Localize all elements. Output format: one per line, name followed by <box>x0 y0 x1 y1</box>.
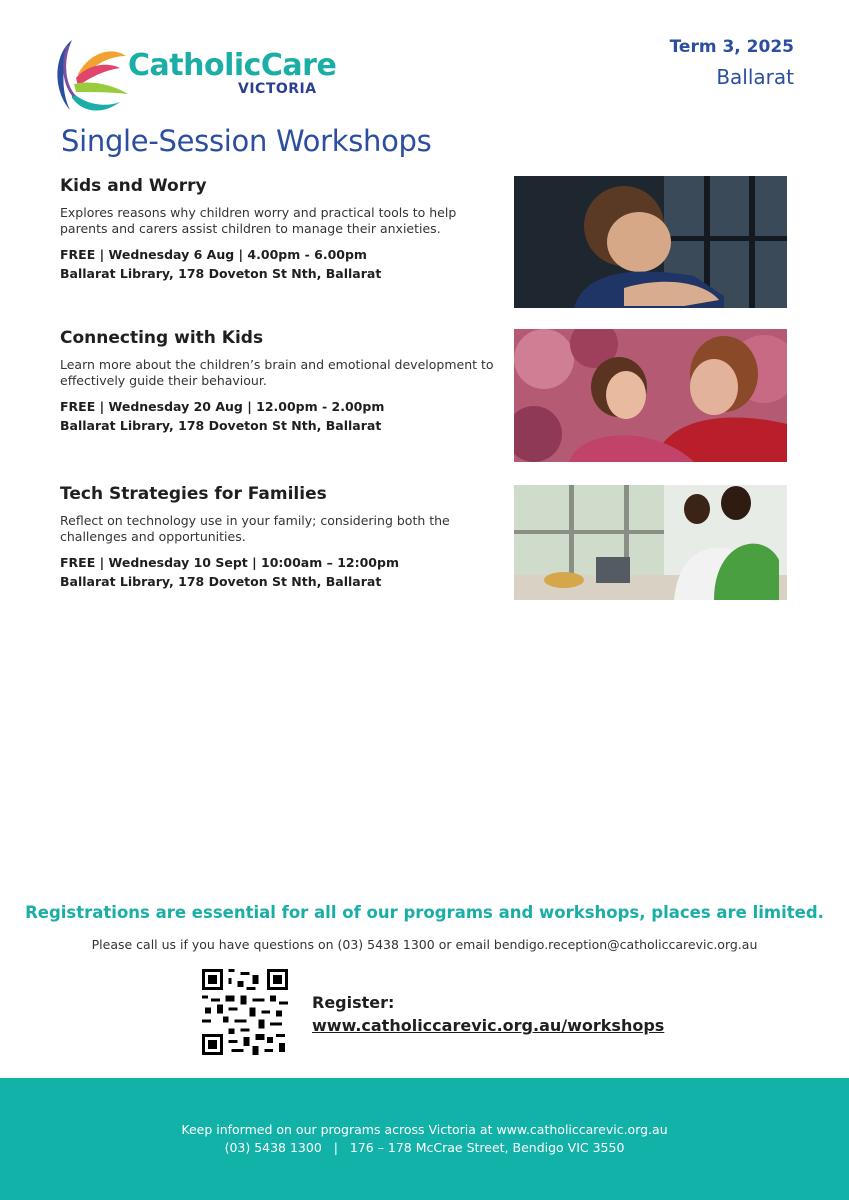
workshop-photo-mother-and-daughter <box>514 329 787 462</box>
page-title: Single-Session Workshops <box>61 124 432 158</box>
registration-headline: Registrations are essential for all of our programs and workshops, places are limited. <box>25 903 824 922</box>
workshop-kids-and-worry <box>60 176 500 283</box>
workshop-title: Kids and Worry <box>60 176 207 196</box>
term-title: Term 3, 2025 <box>669 37 794 57</box>
footer-website-info: Keep informed on our programs across Victoria at www.catholiccarevic.org.au <box>181 1122 668 1137</box>
term-location: Ballarat <box>716 65 794 89</box>
footer-contact-address: (03) 5438 1300 | 176 – 178 McCrae Street, Bendigo VIC 3550 <box>224 1140 625 1155</box>
register-link[interactable]: www.catholiccarevic.org.au/workshops <box>312 1016 665 1035</box>
term-info <box>670 36 794 92</box>
workshop-photo-boy-at-window <box>514 176 787 308</box>
workshop-description: Reflect on technology use in your family; considering both the challenges and opportunities. <box>60 513 450 544</box>
register-label: Register: <box>312 993 395 1012</box>
footer <box>0 1078 849 1200</box>
workshop-title: Tech Strategies for Families <box>60 484 327 504</box>
butterfly-logo-icon <box>50 34 130 118</box>
logo-name: CatholicCare <box>128 48 337 83</box>
workshop-description: Learn more about the children’s brain and emotional development to effectively guide their behaviour. <box>60 357 494 388</box>
workshop-venue: Ballarat Library, 178 Doveton St Nth, Ballarat <box>60 266 382 281</box>
registration-contact-info: Please call us if you have questions on (03) 5438 1300 or email bendigo.reception@catholiccarevic.org.au <box>91 937 758 952</box>
workshop-date-time: FREE | Wednesday 6 Aug | 4.00pm - 6.00pm <box>60 247 367 262</box>
qr-code-icon[interactable] <box>202 969 288 1055</box>
workshop-photo-father-and-son-laptop <box>514 485 787 600</box>
workshop-title: Connecting with Kids <box>60 328 264 348</box>
workshop-date-time: FREE | Wednesday 10 Sept | 10:00am – 12:00pm <box>60 555 399 570</box>
logo-subtitle: VICTORIA <box>238 81 317 97</box>
workshop-venue: Ballarat Library, 178 Doveton St Nth, Ballarat <box>60 418 382 433</box>
workshop-connecting-with-kids <box>60 328 500 435</box>
workshop-date-time: FREE | Wednesday 20 Aug | 12.00pm - 2.00pm <box>60 399 385 414</box>
workshop-tech-strategies <box>60 484 500 591</box>
workshop-venue: Ballarat Library, 178 Doveton St Nth, Ballarat <box>60 574 382 589</box>
workshop-description: Explores reasons why children worry and practical tools to help parents and carers assist children to manage their anxieties. <box>60 205 457 236</box>
catholiccare-logo <box>50 34 337 118</box>
